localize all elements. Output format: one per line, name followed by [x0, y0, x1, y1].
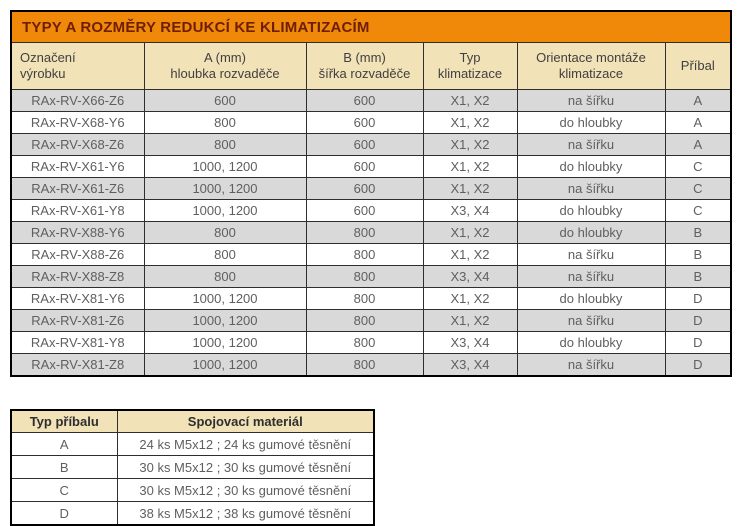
table-cell: RAx-RV-X81-Z8	[11, 354, 144, 377]
table-cell: 1000, 1200	[144, 200, 306, 222]
accessory-pack-table	[10, 409, 375, 526]
column-header-line: klimatizace	[437, 66, 503, 81]
table-cell: D	[665, 288, 731, 310]
table-cell: A	[665, 90, 731, 112]
table-row	[11, 200, 731, 222]
table-row	[11, 178, 731, 200]
table-cell: 800	[306, 266, 423, 288]
table-row	[11, 456, 374, 479]
table-cell: RAx-RV-X88-Z8	[11, 266, 144, 288]
table-row	[11, 112, 731, 134]
table-cell: X1, X2	[423, 222, 517, 244]
table-cell: RAx-RV-X68-Z6	[11, 134, 144, 156]
table-cell: RAx-RV-X66-Z6	[11, 90, 144, 112]
table-cell: 24 ks M5x12 ; 24 ks gumové těsnění	[117, 433, 374, 456]
table-cell: 38 ks M5x12 ; 38 ks gumové těsnění	[117, 502, 374, 526]
accessory-header-row	[11, 410, 374, 433]
column-header-line: Typ	[459, 49, 481, 65]
table-cell: RAx-RV-X61-Y6	[11, 156, 144, 178]
table-row	[11, 266, 731, 288]
table-cell: X1, X2	[423, 244, 517, 266]
table-cell: X3, X4	[423, 332, 517, 354]
table-cell: 800	[306, 354, 423, 377]
table-cell: 800	[144, 266, 306, 288]
table-cell: A	[665, 112, 731, 134]
table-cell: A	[11, 433, 117, 456]
table-cell: RAx-RV-X81-Y8	[11, 332, 144, 354]
column-header-line: hloubka rozvaděče	[170, 66, 280, 81]
table-cell: D	[665, 354, 731, 377]
table-cell: X1, X2	[423, 310, 517, 332]
table-cell: 30 ks M5x12 ; 30 ks gumové těsnění	[117, 456, 374, 479]
table-cell: X1, X2	[423, 134, 517, 156]
table-cell: A	[665, 134, 731, 156]
table-cell: 600	[306, 134, 423, 156]
main-header-row	[11, 43, 731, 90]
table-cell: D	[665, 310, 731, 332]
column-header-line: šířka rozvaděče	[318, 66, 411, 81]
table-cell: na šířku	[517, 90, 665, 112]
title-row	[11, 11, 731, 43]
table-cell: X1, X2	[423, 288, 517, 310]
column-header-line: výrobku	[20, 66, 66, 81]
table-cell: 1000, 1200	[144, 156, 306, 178]
table-cell: do hloubky	[517, 222, 665, 244]
table-row	[11, 244, 731, 266]
table-cell: B	[665, 222, 731, 244]
table-cell: 600	[306, 200, 423, 222]
table-cell: do hloubky	[517, 332, 665, 354]
table-cell: X3, X4	[423, 266, 517, 288]
table-cell: RAx-RV-X81-Z6	[11, 310, 144, 332]
column-header-line: Příbal	[680, 57, 715, 73]
table-cell: 1000, 1200	[144, 354, 306, 377]
table-row	[11, 90, 731, 112]
table-cell: RAx-RV-X88-Z6	[11, 244, 144, 266]
column-header	[665, 43, 731, 90]
table-cell: do hloubky	[517, 200, 665, 222]
main-table-body	[11, 90, 731, 377]
reduction-types-table	[10, 10, 732, 377]
column-header	[11, 43, 144, 90]
table-cell: 1000, 1200	[144, 288, 306, 310]
table-cell: 800	[144, 244, 306, 266]
table-cell: 800	[306, 310, 423, 332]
column-header	[144, 43, 306, 90]
table-cell: C	[665, 178, 731, 200]
column-header-line: B (mm)	[343, 49, 386, 65]
table-cell: 800	[306, 244, 423, 266]
table-cell: B	[665, 244, 731, 266]
table-cell: na šířku	[517, 178, 665, 200]
column-header	[306, 43, 423, 90]
table-cell: D	[665, 332, 731, 354]
column-header: Typ příbalu	[11, 410, 117, 433]
table-cell: 600	[306, 90, 423, 112]
table-cell: 600	[144, 90, 306, 112]
table-title: TYPY A ROZMĚRY REDUKCÍ KE KLIMATIZACÍM	[11, 11, 731, 43]
table-cell: C	[11, 479, 117, 502]
table-cell: B	[11, 456, 117, 479]
table-row	[11, 134, 731, 156]
table-cell: RAx-RV-X68-Y6	[11, 112, 144, 134]
table-row	[11, 288, 731, 310]
table-cell: na šířku	[517, 266, 665, 288]
table-cell: na šířku	[517, 354, 665, 377]
table-cell: 800	[144, 222, 306, 244]
table-row	[11, 156, 731, 178]
column-header-line: klimatizace	[558, 66, 624, 81]
column-header: Spojovací materiál	[117, 410, 374, 433]
table-row	[11, 310, 731, 332]
table-cell: na šířku	[517, 310, 665, 332]
table-cell: do hloubky	[517, 156, 665, 178]
table-cell: 800	[306, 332, 423, 354]
table-cell: do hloubky	[517, 112, 665, 134]
table-cell: do hloubky	[517, 288, 665, 310]
table-cell: 800	[144, 134, 306, 156]
table-row	[11, 222, 731, 244]
column-header-line: Označení	[20, 49, 76, 65]
table-cell: C	[665, 200, 731, 222]
table-cell: 600	[306, 156, 423, 178]
table-cell: X3, X4	[423, 200, 517, 222]
table-cell: 600	[306, 178, 423, 200]
table-cell: 800	[306, 222, 423, 244]
column-header	[517, 43, 665, 90]
table-cell: B	[665, 266, 731, 288]
accessory-table-body	[11, 433, 374, 526]
table-cell: X1, X2	[423, 156, 517, 178]
column-header	[423, 43, 517, 90]
table-cell: C	[665, 156, 731, 178]
table-cell: D	[11, 502, 117, 526]
table-cell: RAx-RV-X61-Z6	[11, 178, 144, 200]
table-cell: X1, X2	[423, 90, 517, 112]
table-row	[11, 502, 374, 526]
table-row	[11, 332, 731, 354]
table-cell: 800	[144, 112, 306, 134]
table-cell: na šířku	[517, 244, 665, 266]
table-cell: 30 ks M5x12 ; 30 ks gumové těsnění	[117, 479, 374, 502]
table-cell: X1, X2	[423, 112, 517, 134]
table-row	[11, 354, 731, 377]
table-cell: 1000, 1200	[144, 178, 306, 200]
table-cell: X3, X4	[423, 354, 517, 377]
table-cell: X1, X2	[423, 178, 517, 200]
table-cell: 1000, 1200	[144, 310, 306, 332]
table-cell: RAx-RV-X81-Y6	[11, 288, 144, 310]
table-cell: na šířku	[517, 134, 665, 156]
table-cell: 600	[306, 112, 423, 134]
table-cell: 1000, 1200	[144, 332, 306, 354]
column-header-line: Orientace montáže	[536, 49, 646, 65]
table-row	[11, 433, 374, 456]
table-row	[11, 479, 374, 502]
table-cell: 800	[306, 288, 423, 310]
table-cell: RAx-RV-X61-Y8	[11, 200, 144, 222]
column-header-line: A (mm)	[204, 49, 246, 65]
table-cell: RAx-RV-X88-Y6	[11, 222, 144, 244]
